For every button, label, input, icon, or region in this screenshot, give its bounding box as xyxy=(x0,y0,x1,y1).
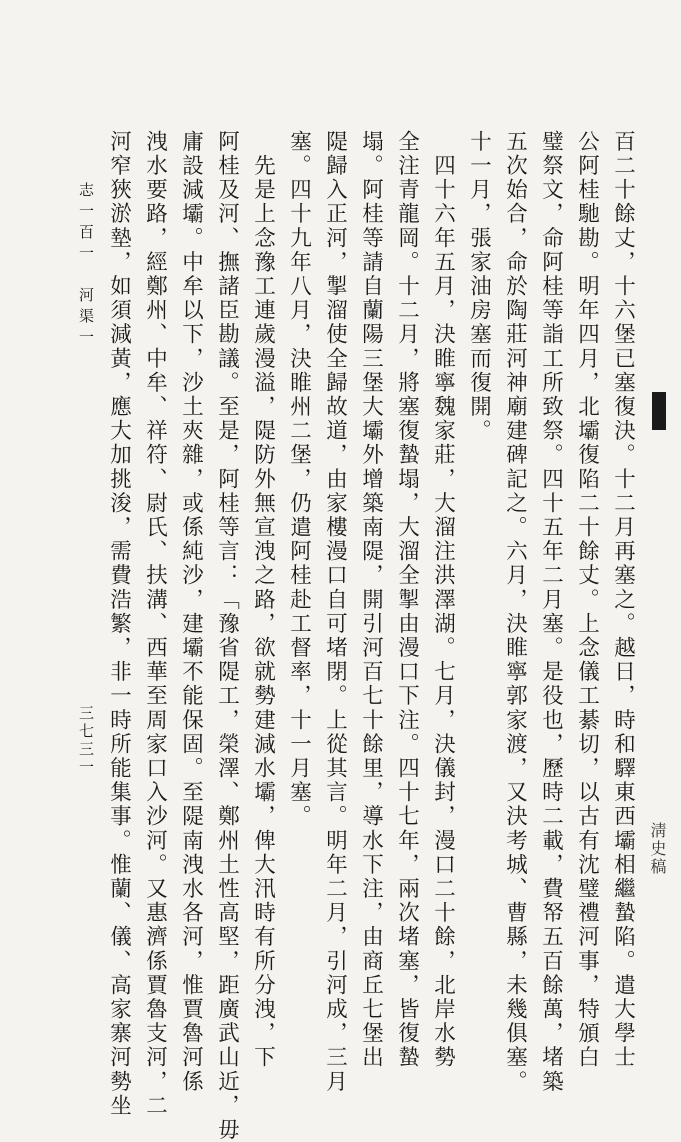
text-column-2: 公阿桂馳勘。明年四月，北壩復陷二十餘丈。上念儀工綦切，以古有沈璧禮河事，特頒白 xyxy=(574,130,600,1070)
text-column-14: 洩水要路，經鄭州、中牟、祥符、尉氏、扶溝、西華至周家口入沙河。又惠濟係賈魯支河，二 xyxy=(142,130,168,1119)
text-column-13: 庸設減壩。中牟以下，沙土夾雜，或係純沙，建壩不能保固。至隄南洩水各河，惟賈魯河係 xyxy=(178,130,204,1094)
text-column-1: 百二十餘丈，十六堡已塞復決。十二月再塞之。越日，時和驛東西壩相繼蟄陷。遣大學士 xyxy=(610,130,636,1070)
text-column-6: 四十六年五月，決睢寧魏家莊，大溜注洪澤湖。七月，決儀封，漫口二十餘，北岸水勢 xyxy=(430,130,456,1070)
text-column-4: 五次始合，命於陶莊河神廟建碑記之。六月，決睢寧郭家渡，又決考城、曹縣，未幾俱塞。 xyxy=(502,130,528,1094)
text-column-10: 塞。四十九年八月，決睢州二堡，仍遣阿桂赴工督率，十一月塞。 xyxy=(286,130,312,829)
text-column-12: 阿桂及河、撫諸臣勘議。至是，阿桂等言：「豫省隄工，榮澤、鄭州土性高堅，距廣武山近，毋 xyxy=(214,130,240,1142)
text-column-15: 河窄狹淤墊，如須減黃，應大加挑浚，需費浩繁，非一時所能集事。惟蘭、儀、高家寨河勢坐 xyxy=(106,130,132,1119)
text-column-5: 十一月，張家油房塞而復開。 xyxy=(466,130,492,444)
text-column-9: 隄歸入正河，掣溜使全歸故道，由家樓漫口自可堵閉。上從其言。明年二月，引河成，三月 xyxy=(322,130,348,1094)
page-number: 三七三一 xyxy=(77,705,95,777)
edge-bar xyxy=(652,392,666,430)
text-column-7: 全注青龍岡。十二月，將塞復蟄塌，大溜全掣由漫口下注。四十七年，兩次堵塞，皆復蟄 xyxy=(394,130,420,1070)
text-column-3: 璧祭文，命阿桂等詣工所致祭。四十五年二月塞。是役也，歷時二載，費帑五百餘萬，堵築 xyxy=(538,130,564,1094)
text-column-8: 塌。阿桂等請自蘭陽三堡大壩外增築南隄，開引河百七十餘里，導水下注，由商丘七堡出 xyxy=(358,130,384,1070)
footer-section-title: 志一百一 河渠一 xyxy=(77,182,95,350)
text-column-11: 先是上念豫工連歲漫溢，隄防外無宣洩之路，欲就勢建減水壩，俾大汛時有所分洩，下 xyxy=(250,130,276,1070)
edge-mark: 淸史稿 xyxy=(648,822,667,876)
